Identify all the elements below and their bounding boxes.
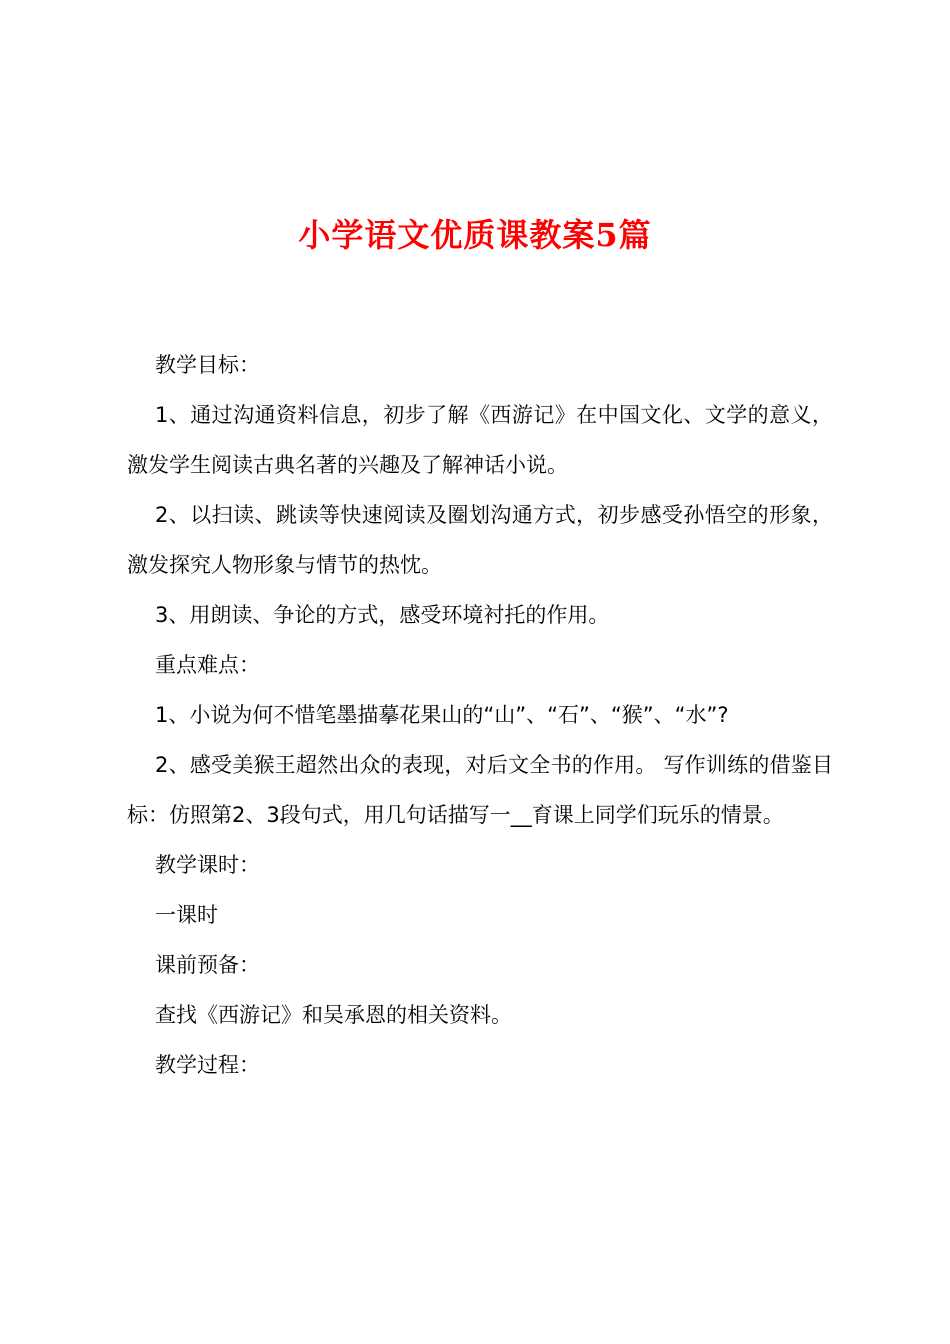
paragraph-class-hours-heading: 教学课时： (155, 853, 260, 877)
paragraph-process-heading: 教学过程： (155, 1053, 260, 1077)
paragraph-key-point-1: 1、小说为何不惜笔墨描摹花果山的“山”、“石”、“猴”、“水”? (155, 703, 729, 727)
document-title: 小学语文优质课教案5篇 (298, 216, 652, 254)
paragraph-key-point-2: 2、感受美猴王超然出众的表现，对后文全书的作用。 写作训练的借鉴目标：仿照第2、3段句式，用几句话描写一__育课上同学们玩乐的情景。 (127, 753, 833, 827)
paragraph-goal-2: 2、以扫读、跳读等快速阅读及圈划沟通方式，初步感受孙悟空的形象，激发探究人物形象与情节的热忱。 (127, 503, 833, 577)
paragraph-preparation: 查找《西游记》和吴承恩的相关资料。 (155, 1003, 512, 1027)
paragraph-teaching-goals-heading: 教学目标： (155, 353, 260, 377)
paragraph-class-hours: 一课时 (155, 903, 218, 927)
paragraph-preparation-heading: 课前预备： (155, 953, 260, 977)
paragraph-key-points-heading: 重点难点： (155, 653, 260, 677)
paragraph-goal-3: 3、用朗读、争论的方式，感受环境衬托的作用。 (155, 603, 610, 627)
document-body (127, 340, 833, 1090)
paragraph-goal-1: 1、通过沟通资料信息，初步了解《西游记》在中国文化、文学的意义，激发学生阅读古典名著的兴趣及了解神话小说。 (127, 403, 833, 477)
